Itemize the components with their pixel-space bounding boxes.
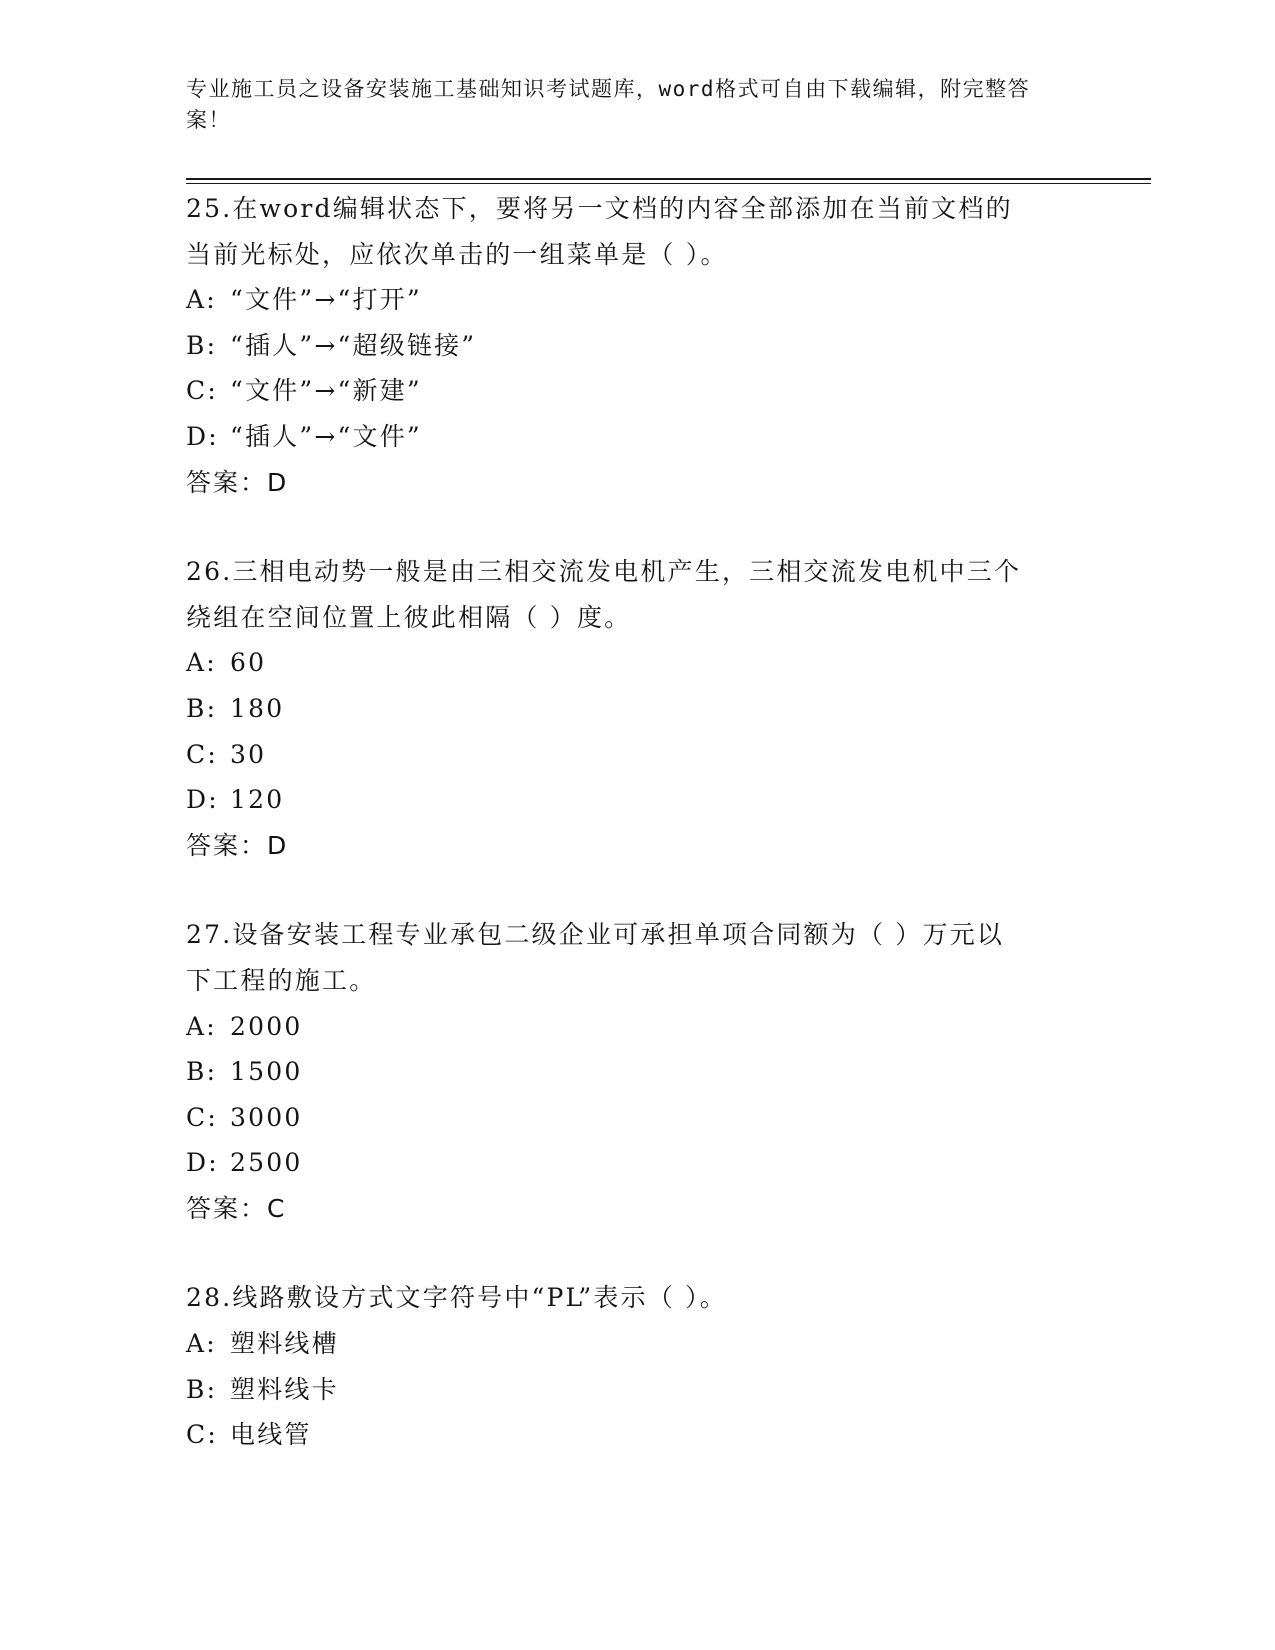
option-key: A: <box>186 1011 217 1041</box>
option-key: A: <box>186 1329 217 1359</box>
option-text: 2000 <box>230 1011 303 1041</box>
option-d <box>186 1140 1086 1186</box>
option-key: A: <box>186 285 217 315</box>
header-divider-thick <box>186 178 1151 180</box>
option-a <box>186 1321 1086 1367</box>
option-a <box>186 277 1086 323</box>
question-stem-line: 26.三相电动势一般是由三相交流发电机产生，三相交流发电机中三个 <box>186 557 1022 587</box>
question-26 <box>186 549 1086 868</box>
question-stem-line: 下工程的施工。 <box>186 965 377 995</box>
option-key: C: <box>186 376 218 406</box>
option-a <box>186 640 1086 686</box>
option-c <box>186 1412 1086 1458</box>
option-key: C: <box>186 739 218 769</box>
answer-line: 答案：D <box>186 467 289 497</box>
question-stem-line: 27.设备安装工程专业承包二级企业可承担单项合同额为（ ）万元以 <box>186 920 1005 950</box>
option-text: “插人”→“超级链接” <box>230 330 477 360</box>
question-list <box>186 186 1086 1502</box>
option-c <box>186 1095 1086 1141</box>
question-27 <box>186 912 1086 1231</box>
question-25 <box>186 186 1086 505</box>
option-text: 电线管 <box>230 1420 312 1450</box>
option-text: 1500 <box>230 1057 303 1087</box>
option-key: B: <box>186 330 218 360</box>
option-key: D: <box>186 421 219 451</box>
option-key: B: <box>186 1057 218 1087</box>
option-b <box>186 686 1086 732</box>
option-key: D: <box>186 1148 219 1178</box>
option-key: B: <box>186 693 218 723</box>
header-divider-thin <box>186 183 1151 184</box>
option-b <box>186 323 1086 369</box>
question-stem-line: 当前光标处，应依次单击的一组菜单是（ ）。 <box>186 239 728 269</box>
option-text: 2500 <box>230 1148 303 1178</box>
option-key: C: <box>186 1102 218 1132</box>
question-stem-line: 25.在word编辑状态下，要将另一文档的内容全部添加在当前文档的 <box>186 194 1013 223</box>
option-text: “文件”→“新建” <box>230 376 422 406</box>
option-b <box>186 1049 1086 1095</box>
option-text: 塑料线槽 <box>230 1329 339 1359</box>
option-text: 120 <box>230 785 285 815</box>
option-c <box>186 732 1086 778</box>
option-key: A: <box>186 648 217 678</box>
option-key: D: <box>186 785 219 815</box>
document-header: 专业施工员之设备安装施工基础知识考试题库，word格式可自由下载编辑，附完整答案！ <box>186 77 1031 132</box>
option-key: B: <box>186 1374 218 1404</box>
option-text: 60 <box>230 648 267 678</box>
option-c <box>186 368 1086 414</box>
option-key: C: <box>186 1420 218 1450</box>
option-text: 塑料线卡 <box>230 1374 339 1404</box>
option-text: “文件”→“打开” <box>230 285 422 315</box>
option-d <box>186 777 1086 823</box>
option-a <box>186 1004 1086 1050</box>
option-text: “插人”→“文件” <box>230 421 422 451</box>
option-d <box>186 414 1086 460</box>
option-text: 180 <box>230 693 285 723</box>
answer-line: 答案：D <box>186 830 289 860</box>
option-text: 3000 <box>230 1102 303 1132</box>
question-28 <box>186 1275 1086 1457</box>
option-b <box>186 1367 1086 1413</box>
option-text: 30 <box>230 739 267 769</box>
question-stem-line: 28.线路敷设方式文字符号中“PL”表示（ ）。 <box>186 1283 727 1313</box>
answer-line: 答案：C <box>186 1193 287 1223</box>
question-stem-line: 绕组在空间位置上彼此相隔（ ）度。 <box>186 602 632 632</box>
